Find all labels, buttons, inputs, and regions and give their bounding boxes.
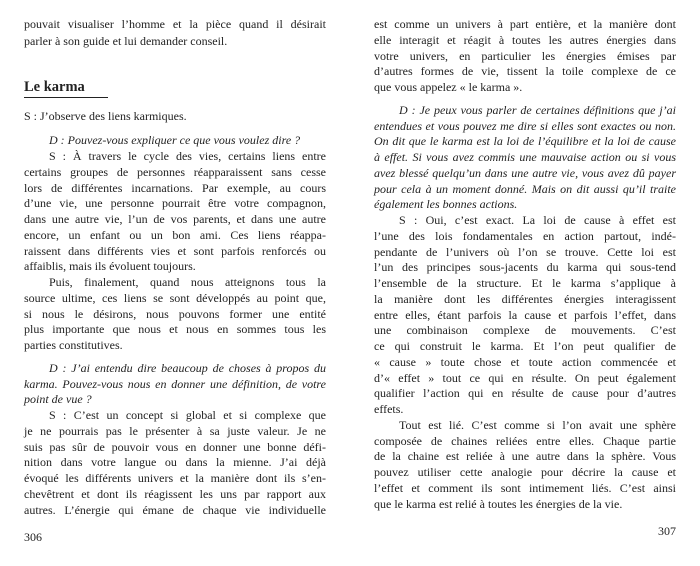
text-line: pouvait visualiser l’homme et la pièce quand il désirait bbox=[24, 17, 326, 31]
text-line: « cause » toute chose et toute action commencée et bbox=[374, 354, 676, 369]
text-line: S : À travers le cycle des vies, certains liens entre bbox=[49, 149, 326, 163]
intro-paragraph bbox=[24, 17, 326, 50]
text-line: que le karma est relié à toutes les énergies de la vie. bbox=[374, 496, 623, 511]
text-line: encore, un enfant ou un bon ami. Ces liens réappa- bbox=[24, 227, 326, 242]
text-line: nition dans votre langue ou dans la mienne. J’ai déjà bbox=[24, 455, 326, 470]
text-line: à effet. Si vous avez commis une mauvaise action ou si vous bbox=[374, 150, 676, 164]
text-line: raissent dans différents vies et sont parfois renforcés ou bbox=[24, 243, 326, 258]
text-line: qualifier l’action qui en résulte de cause pour d’autres bbox=[374, 386, 676, 401]
text-line: certains groupes de personnes réapparaissent sans cesse bbox=[24, 164, 326, 179]
text-line: elle interagit et réagit à toutes les autres énergies dans bbox=[374, 32, 676, 47]
text-line: S : Oui, c’est exact. La loi de cause à effet est bbox=[399, 213, 676, 227]
text-line: suis pas sûr de pouvoir vous en donner une bonne défi- bbox=[24, 439, 326, 454]
page-number: 306 bbox=[24, 530, 42, 545]
page-body bbox=[374, 17, 676, 512]
text-line: Puis, finalement, quand nous atteignons tous la bbox=[49, 275, 326, 289]
section-heading: Le karma bbox=[24, 78, 85, 95]
text-line: pendante de l’univers où l’on se trouve. Cette loi est bbox=[374, 244, 676, 259]
text-line: dans une autre vie, l’un de vos parents, et dans une autre bbox=[24, 212, 326, 226]
text-line: On dit que le karma est la loi de l’équilibre et la loi de cause bbox=[374, 134, 676, 149]
text-line: D : J’ai entendu dire beaucoup de choses à propos du bbox=[49, 360, 326, 375]
text-line: D : Pouvez-vous expliquer ce que vous voulez dire ? bbox=[49, 133, 301, 148]
page-body bbox=[24, 109, 326, 519]
text-line: d’autres formes de vie, tissent la toile complexe de ce bbox=[374, 64, 676, 79]
text-line: S : J’observe des liens karmiques. bbox=[24, 108, 187, 123]
text-line: d’une vie, une personne pourrait être votre compagnon, bbox=[24, 196, 326, 211]
text-line: la manière dont les différentes énergies interagissent bbox=[374, 291, 676, 306]
text-line: également les bonnes actions. bbox=[374, 197, 518, 212]
text-line: évoqué les différents univers et la manière dont ils s’en- bbox=[24, 471, 326, 485]
page-number: 307 bbox=[658, 524, 676, 539]
answer-paragraph bbox=[24, 109, 326, 125]
text-line: l’un des principes sous-jacents du karma qui sous-tend bbox=[374, 260, 676, 275]
text-line: affaiblis, mais ils évoluent toujours. bbox=[24, 259, 196, 274]
answer-paragraph bbox=[374, 213, 676, 418]
text-line: d’« effet » tout ce qui en résulte. On peut également bbox=[374, 370, 676, 385]
text-line: que vous appelez « le karma ». bbox=[374, 80, 523, 94]
text-line: l’une des lois fondamentales en action partout, indé- bbox=[374, 228, 676, 243]
question-paragraph bbox=[374, 103, 676, 213]
question-paragraph bbox=[24, 133, 326, 149]
answer-paragraph bbox=[24, 275, 326, 354]
text-line: ce qui construit le karma. Et l’on peut qualifier de bbox=[374, 339, 676, 353]
answer-paragraph bbox=[24, 149, 326, 275]
answer-paragraph bbox=[24, 17, 326, 50]
text-line: composée de chaines reliées entre elles. Chaque partie bbox=[374, 433, 676, 448]
text-line: Tout est lié. C’est comme si l’on avait une sphère bbox=[399, 417, 676, 432]
text-line: entre elles, étant parfois la cause et parfois l’effet, dans bbox=[374, 307, 676, 322]
text-line: parties constitutives. bbox=[24, 338, 123, 352]
text-line: pouvez utiliser cette analogie pour décrire la cause et bbox=[374, 465, 676, 479]
text-line: D : Je peux vous parler de certaines définitions que j’ai bbox=[399, 102, 676, 117]
text-line: l’ensemble de la structure. Et le karma s’applique à bbox=[374, 276, 676, 290]
text-line: l’effet et comment ils sont intimement liés. C’est ainsi bbox=[374, 480, 676, 495]
answer-paragraph bbox=[374, 418, 676, 513]
text-line: je ne pourrais pas le présenter à sa juste valeur. Je ne bbox=[24, 423, 326, 438]
text-line: plus importante que nous et nous en sommes tous les bbox=[24, 322, 326, 337]
text-line: S : C’est un concept si global et si complexe que bbox=[49, 408, 326, 422]
text-line: votre univers, en particulier les énergies émises par bbox=[374, 48, 676, 63]
text-line: chevêtrent et dont ils réagissent les uns par rapport aux bbox=[24, 486, 326, 501]
text-line: avez blessé quelqu’un dans une autre vie, vous avez dû payer bbox=[374, 165, 676, 180]
text-line: pour cela à un moment donné. Mais on dit aussi qu’il traite bbox=[374, 181, 676, 196]
left-page bbox=[24, 0, 326, 557]
heading-underline bbox=[24, 97, 108, 98]
text-line: karma. Pouvez-vous nous en donner une définition, de votre bbox=[24, 376, 326, 391]
text-line: une combinaison complexe de mouvements. C’est bbox=[374, 323, 676, 338]
text-line: point de vue ? bbox=[24, 392, 92, 407]
text-line: source ultime, ces liens se sont développés au point que, bbox=[24, 290, 326, 305]
text-line: si nous le désirons, nous pouvons former une entité bbox=[24, 306, 326, 321]
right-page bbox=[374, 0, 676, 551]
text-line: lors de différentes incarnations. Par exemple, au cours bbox=[24, 180, 326, 195]
text-line: autres. L’énergie qui émane de chaque vie individuelle bbox=[24, 502, 326, 517]
answer-paragraph bbox=[24, 408, 326, 518]
text-line: effets. bbox=[374, 402, 404, 416]
question-paragraph bbox=[24, 361, 326, 408]
text-line: est comme un univers à part entière, et la manière dont bbox=[374, 17, 676, 31]
answer-paragraph bbox=[374, 17, 676, 96]
text-line: parler à son guide et lui demander conseil. bbox=[24, 33, 228, 48]
text-line: entendues et vous pouvez me dire si elles sont exactes ou non. bbox=[374, 118, 676, 133]
text-line: de la chaine est reliée à une autre dans la sphère. Vous bbox=[374, 449, 676, 464]
